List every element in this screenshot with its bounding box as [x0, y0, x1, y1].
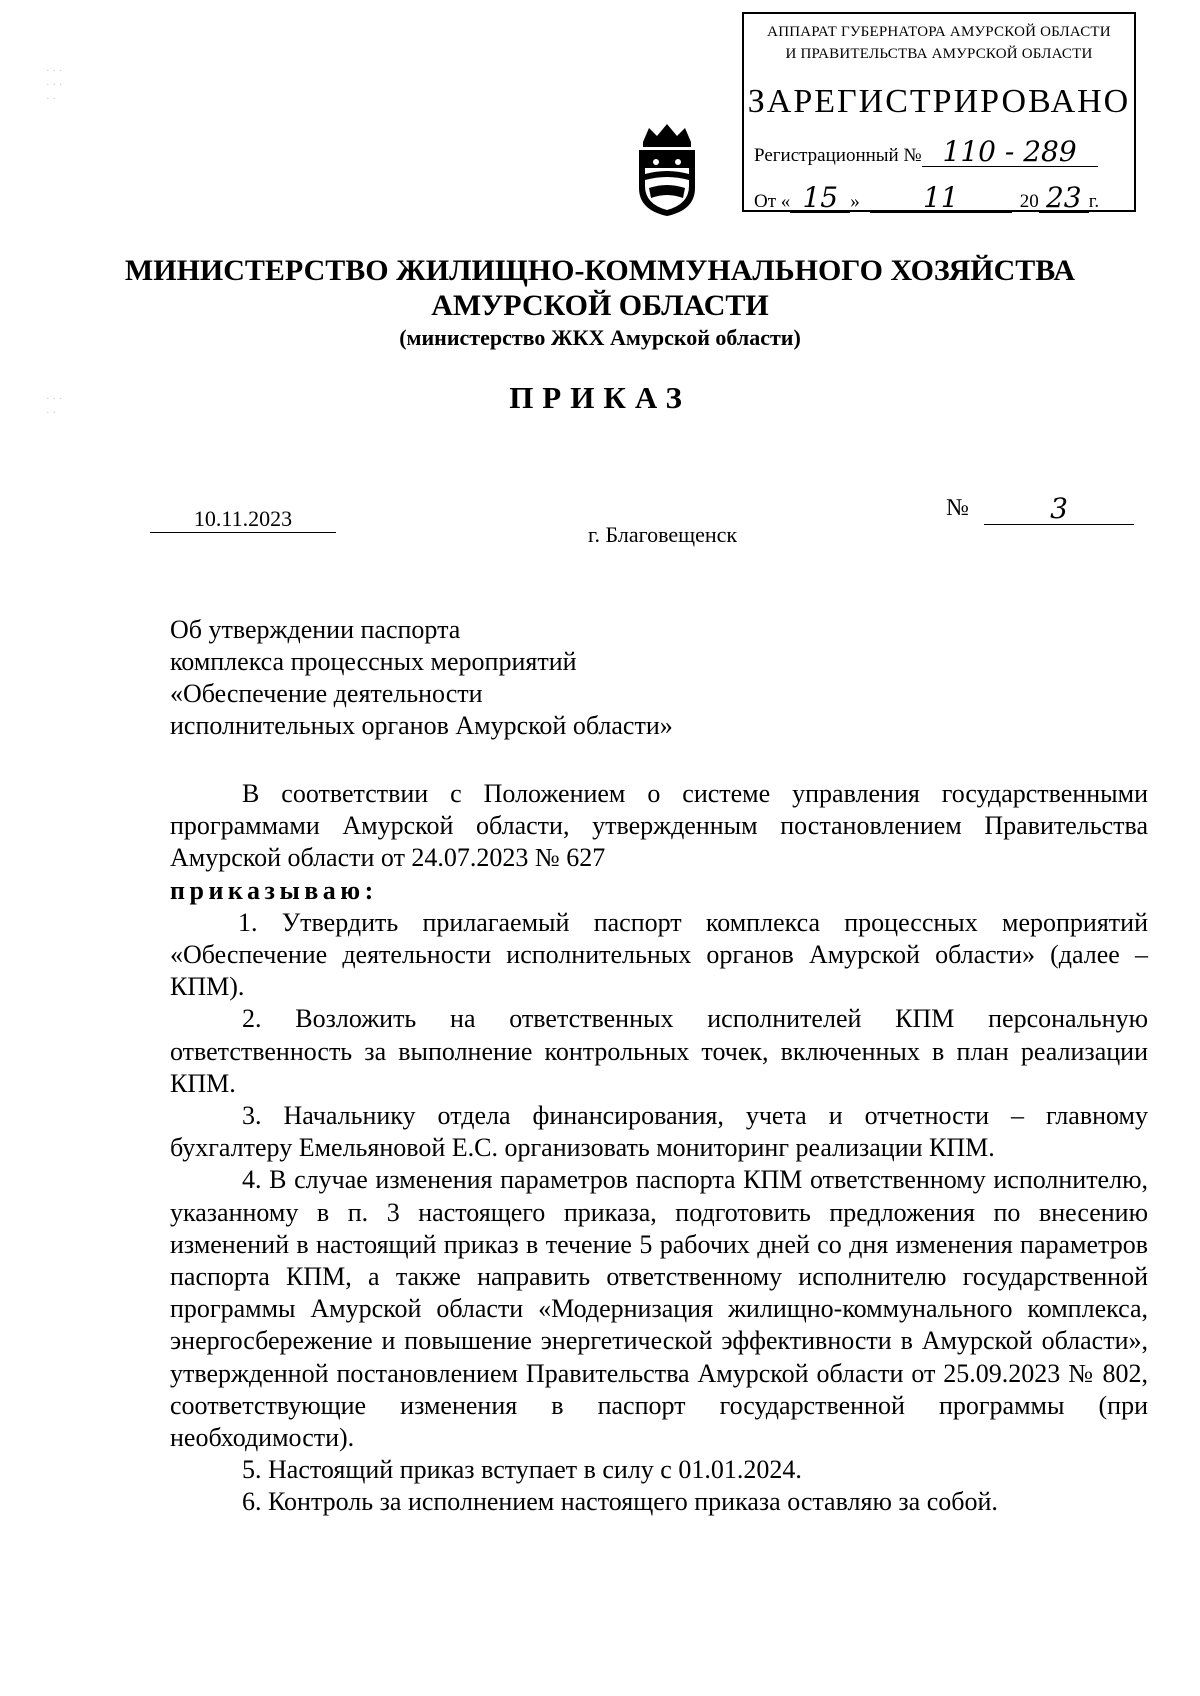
stamp-org-line1: АППАРАТ ГУБЕРНАТОРА АМУРСКОЙ ОБЛАСТИ — [767, 24, 1111, 40]
stamp-day: 15 — [790, 184, 850, 213]
stamp-reg-number: 110 - 289 — [922, 138, 1098, 167]
order-number-label: № — [946, 495, 969, 521]
stamp-reg-row — [754, 135, 1098, 168]
ministry-name-line2: АМУРСКОЙ ОБЛАСТИ — [431, 289, 769, 322]
subject-line: исполнительных органов Амурской области» — [170, 711, 673, 740]
stamp-title: ЗАРЕГИСТРИРОВАНО — [747, 83, 1131, 120]
order-item: 3. Начальнику отдела финансирования, учета и отчетности – главному бухгалтеру Емельяновой Е.С. организовать мониторинг реализации КПМ. — [170, 1101, 1148, 1163]
document-type: ПРИКАЗ — [509, 380, 691, 415]
order-subject — [170, 614, 673, 742]
order-city: г. Благовещенск — [588, 522, 738, 547]
scan-marks: · · · · · — [46, 393, 63, 419]
order-item: 1. Утвердить прилагаемый паспорт комплекса процессных мероприятий «Обеспечение деятельности исполнительных органов Амурской области» (далее – КПМ). — [170, 907, 1148, 1002]
stamp-day-close: » — [850, 191, 860, 212]
scan-marks: · · · · · · · · — [46, 65, 63, 105]
registration-stamp — [742, 12, 1136, 212]
subject-line: «Обеспечение деятельности — [170, 679, 483, 708]
coat-of-arms-icon — [629, 122, 705, 218]
order-item: 6. Контроль за исполнением настоящего приказа оставляю за собой. — [242, 1487, 998, 1517]
ministry-short-name: (министерство ЖКХ Амурской области) — [399, 325, 801, 350]
order-number: 3 — [984, 494, 1134, 525]
ministry-name-line1: МИНИСТЕРСТВО ЖИЛИЩНО-КОММУНАЛЬНОГО ХОЗЯЙСТВА — [124, 254, 1076, 287]
order-item: 2. Возложить на ответственных исполнителей КПМ персональную ответственность за выполнение контрольных точек, включенных в план реализации КПМ. — [170, 1004, 1148, 1098]
stamp-reg-label: Регистрационный № — [754, 145, 922, 166]
stamp-month: 11 — [870, 184, 1012, 213]
subject-line: Об утверждении паспорта — [170, 615, 461, 644]
preamble: В соответствии с Положением о системе управления государственными программами Амурской области, утвержденным постановлением Правительства Амурской области от 24.07.2023 № 627 — [170, 779, 1148, 873]
stamp-org-line2: И ПРАВИТЕЛЬСТВА АМУРСКОЙ ОБЛАСТИ — [785, 46, 1093, 62]
order-date: 10.11.2023 — [150, 506, 336, 533]
order-item: 4. В случае изменения параметров паспорта КПМ ответственному исполнителю, указанному в п. 3 настоящего приказа, подготовить предложения по внесению изменений в настоящий приказ в течение 5 рабочих дней со дня изменения параметров паспорта КПМ, а также направить ответственному исполнителю государственной программы Амурской области «Модернизация жилищно-коммунального комплекса, энергосбережение и повышение энергетической эффективности в Амурской области», утвержденной постановлением Правительства Амурской области от 25.09.2023 № 802, соответствующие изменения в паспорт государственной программы (при необходимости). — [170, 1165, 1148, 1453]
stamp-year-unit: г. — [1088, 191, 1100, 212]
subject-line: комплекса процессных мероприятий — [170, 647, 577, 676]
stamp-date-row — [754, 181, 1100, 214]
stamp-date-prefix: От « — [754, 191, 791, 212]
order-item: 5. Настоящий приказ вступает в силу с 01.01.2024. — [242, 1455, 802, 1485]
order-word: приказываю: — [170, 875, 378, 905]
order-body — [170, 778, 1148, 1519]
stamp-year: 23 — [1039, 184, 1089, 213]
stamp-year-prefix: 20 — [1019, 191, 1039, 212]
